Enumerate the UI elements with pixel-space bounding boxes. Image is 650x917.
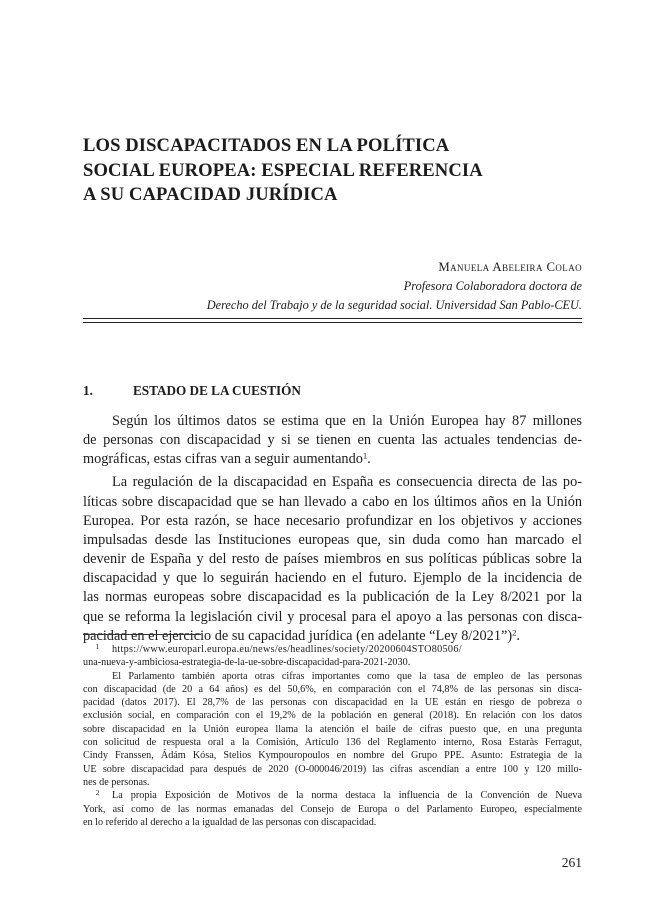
footnote-line bbox=[83, 656, 582, 669]
author-block bbox=[207, 258, 582, 315]
section-number: 1. bbox=[83, 383, 93, 398]
footnote-line: nes de personas. bbox=[83, 776, 150, 788]
text-line: La regulación de la discapacidad en España es consecuencia directa de las po- bbox=[112, 474, 582, 491]
footnote-line: UE sobre discapacidad para después de 2020 (O-000046/2019) las cifras ascendían a entre 100 y 120 millo- bbox=[83, 763, 582, 775]
footnote-ref[interactable]: 2 bbox=[512, 627, 517, 637]
text-line: Europea. Por esta razón, se hace necesario profundizar en los objetivos y acciones bbox=[83, 512, 582, 529]
author-name: Manuela Abeleira Colao bbox=[438, 260, 582, 274]
footnote-line: pacidad (datos 2017). El 28,7% de las personas con discapacidad en la UE están en riesgo de pobreza o bbox=[83, 697, 582, 709]
footnote-line: en lo referido al derecho a la igualdad de las personas con discapacidad. bbox=[83, 816, 377, 828]
text-line: Según los últimos datos se estima que en la Unión Europea hay 87 millones bbox=[112, 413, 582, 429]
footnote-ref[interactable]: 1 bbox=[362, 450, 368, 461]
footnote-line: 2 La propia Exposición de Motivos de la norma destaca la influencia de la Convención de Nueva bbox=[95, 787, 582, 802]
text-line: líticas sobre discapacidad que se han llevado a cabo en los últimos años en la Unión bbox=[83, 493, 582, 510]
footnote-separator bbox=[83, 634, 201, 635]
footnote-line: York, así como de las normas emanadas del Consejo de Europa o del Parlamento Europeo, especialmente bbox=[83, 803, 582, 815]
footnotes bbox=[83, 643, 582, 829]
text-line: las normas europeas sobre discapacidad es la publicación de la Ley 8/2021 por la bbox=[83, 589, 582, 606]
double-rule-bottom bbox=[83, 322, 582, 323]
footnote-line: con solicitud de respuesta oral a la Comisión, Artículo 136 del Reglamento interno, Rosa Estaràs Ferragut, bbox=[83, 737, 582, 749]
chapter-title-line: A SU CAPACIDAD JURÍDICA bbox=[83, 184, 338, 206]
section-heading bbox=[83, 383, 301, 399]
text-line: pacidad en el ejercicio de su capacidad jurídica (en adelante “Ley 8/2021”)$^2$. bbox=[83, 627, 520, 644]
section-title: ESTADO DE LA CUESTIÓN bbox=[133, 383, 301, 398]
text-line: devenir de España y del resto de países miembros en sus políticas públicas sobre la bbox=[83, 551, 582, 568]
author-affiliation-line: Profesora Colaboradora doctora de bbox=[403, 279, 582, 293]
body-text bbox=[83, 412, 582, 646]
footnote-link[interactable]: una-nueva-y-ambiciosa-estrategia-de-la-ue-sobre-discapacidad-para-2021-2030. bbox=[83, 657, 411, 669]
text-line: que se reforma la legislación civil y procesal para el apoyo a las personas con disca- bbox=[83, 608, 582, 625]
footnote-line: 1 https://www.europarl.europa.eu/news/es/headlines/society/20200604STO80506/ bbox=[95, 641, 462, 655]
text-line: mográficas, estas cifras van a seguir aumentando$^1$. bbox=[83, 450, 371, 468]
text-line: de personas con discapacidad y si se tienen en cuenta las actuales tendencias de- bbox=[83, 432, 582, 449]
footnote-line: con discapacidad (de 20 a 64 años) es del 50,6%, en comparación con el 74,8% de las personas sin disca- bbox=[83, 683, 582, 695]
double-rule-top bbox=[83, 318, 582, 319]
chapter-title-line: LOS DISCAPACITADOS EN LA POLÍTICA bbox=[83, 135, 450, 156]
text-line: impulsadas desde las Instituciones europeas que, sin duda como han marcado el bbox=[83, 531, 582, 548]
author-affiliation-line: Derecho del Trabajo y de la seguridad social. Universidad San Pablo-CEU. bbox=[206, 298, 582, 312]
footnote-line: Cindy Franssen, Ádám Kósa, Stelios Kympouropoulos en nombre del Grupo PPE. Asunto: Estrategia de la bbox=[83, 750, 582, 762]
page-number: 261 bbox=[561, 855, 582, 870]
chapter-title bbox=[83, 134, 573, 208]
text-line: discapacidad y que lo seguirán haciendo en el futuro. Ejemplo de la incidencia de bbox=[83, 570, 582, 587]
footnote-link[interactable]: https://www.europarl.europa.eu/news/es/headlines/society/20200604STO80506/ bbox=[112, 644, 462, 655]
footnote-line: exclusión social, en comparación con el 19,2% de la población en general (2018). En relación con los datos bbox=[83, 710, 582, 722]
footnote-line: El Parlamento también aporta otras cifras importantes como que la tasa de empleo de las personas bbox=[112, 670, 582, 682]
footnote-line: sobre discapacidad en la Unión europea llama la atención el baile de cifras puesto que, en una pregunta bbox=[83, 723, 582, 735]
chapter-title-line: SOCIAL EUROPEA: ESPECIAL REFERENCIA bbox=[83, 159, 483, 181]
